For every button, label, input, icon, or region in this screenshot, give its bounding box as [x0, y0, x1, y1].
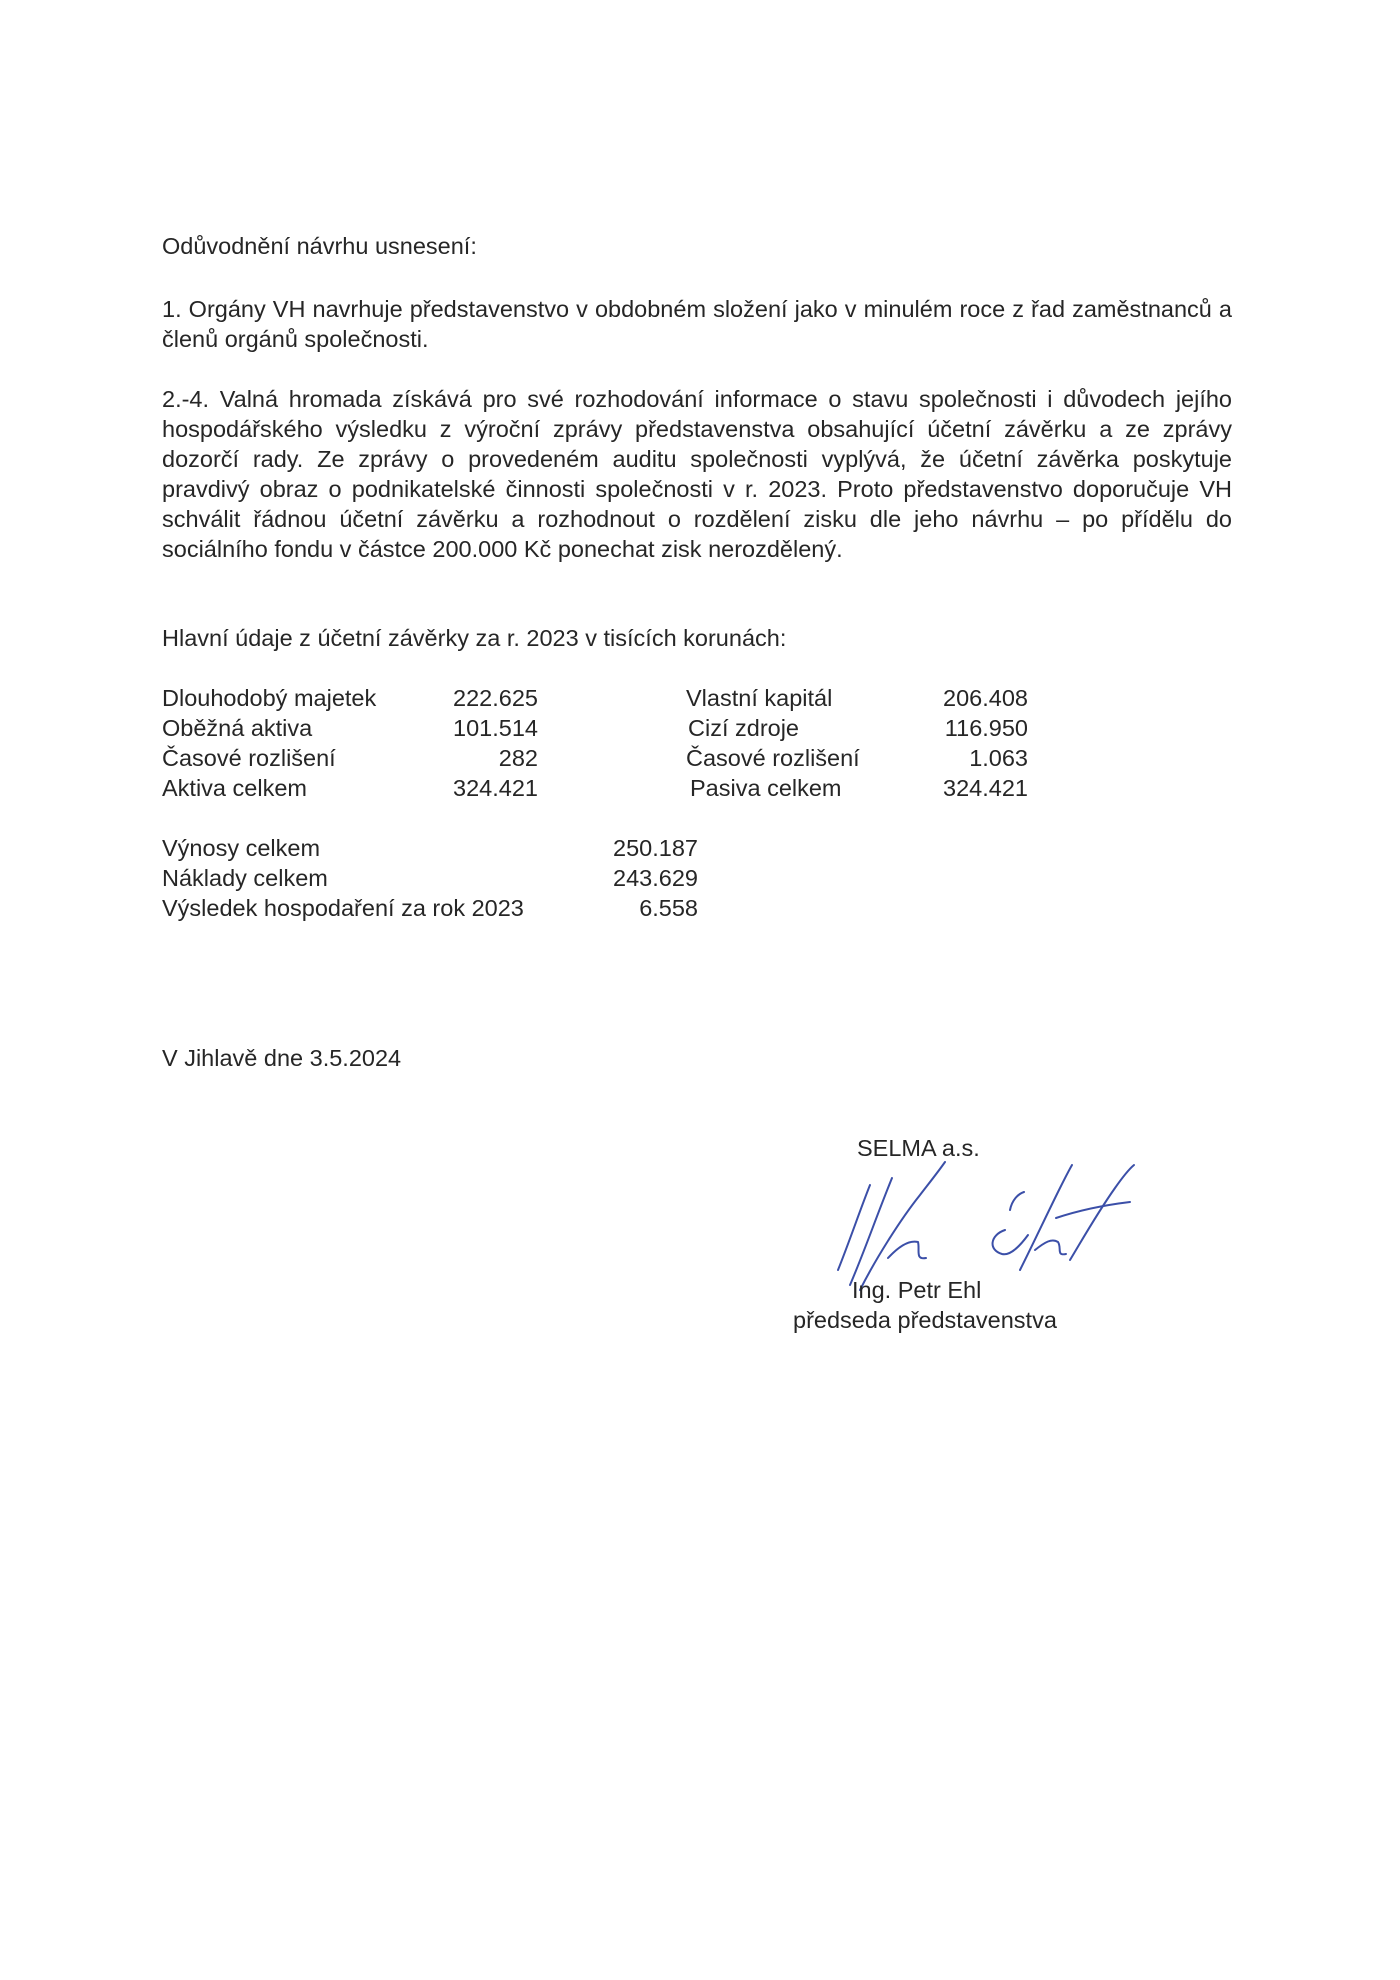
asset-value: 101.514 [453, 715, 538, 741]
income-value: 243.629 [613, 865, 698, 891]
signatory-name: Ing. Petr Ehl [852, 1277, 982, 1303]
asset-value: 222.625 [453, 685, 538, 711]
income-value: 6.558 [639, 895, 698, 921]
liability-label: Časové rozlišení [686, 745, 860, 771]
asset-label: Dlouhodobý majetek [162, 685, 377, 711]
liability-value: 206.408 [943, 685, 1028, 711]
asset-label: Oběžná aktiva [162, 715, 313, 741]
income-label: Výsledek hospodaření za rok 2023 [162, 895, 524, 921]
company-name: SELMA a.s. [857, 1135, 980, 1161]
point-1-paragraph: 1. Orgány VH navrhuje představenstvo v obdobném složení jako v minulém roce z řad zaměstnanců a členů orgánů společnosti. [162, 296, 1232, 352]
income-value: 250.187 [613, 835, 698, 861]
liability-label: Pasiva celkem [690, 775, 842, 801]
liability-value: 1.063 [969, 745, 1028, 771]
liability-label: Cizí zdroje [688, 715, 800, 741]
justification-heading: Odůvodnění návrhu usnesení: [162, 233, 477, 259]
income-label: Výnosy celkem [162, 835, 321, 861]
point-2-4-paragraph: 2.-4. Valná hromada získává pro své rozhodování informace o stavu společnosti i důvodech jejího hospodářského výsledku z výroční zprávy představenstva obsahující účetní závěrku a ze zprávy dozorčí rady. Ze zprávy o provedeném auditu společnosti vyplývá, že účetní závěrka poskytuje pravdivý obraz o podnikatelské činnosti společnosti v r. 2023. Proto představenstvo doporučuje VH schválit řádnou účetní závěrku a rozhodnout o rozdělení zisku dle jeho návrhu – po přídělu do sociálního fondu v částce 200.000 Kč ponechat zisk nerozdělený. [162, 386, 1232, 562]
asset-value: 324.421 [453, 775, 538, 801]
asset-label: Aktiva celkem [162, 775, 307, 801]
asset-label: Časové rozlišení [162, 745, 336, 771]
signatory-role: předseda představenstva [793, 1307, 1057, 1333]
liability-value: 324.421 [943, 775, 1028, 801]
asset-value: 282 [498, 745, 538, 771]
liability-label: Vlastní kapitál [686, 685, 833, 711]
financial-summary-heading: Hlavní údaje z účetní závěrky za r. 2023 v tisících korunách: [162, 625, 787, 651]
income-label: Náklady celkem [162, 865, 328, 891]
place-and-date: V Jihlavě dne 3.5.2024 [162, 1045, 402, 1071]
liability-value: 116.950 [944, 715, 1028, 741]
